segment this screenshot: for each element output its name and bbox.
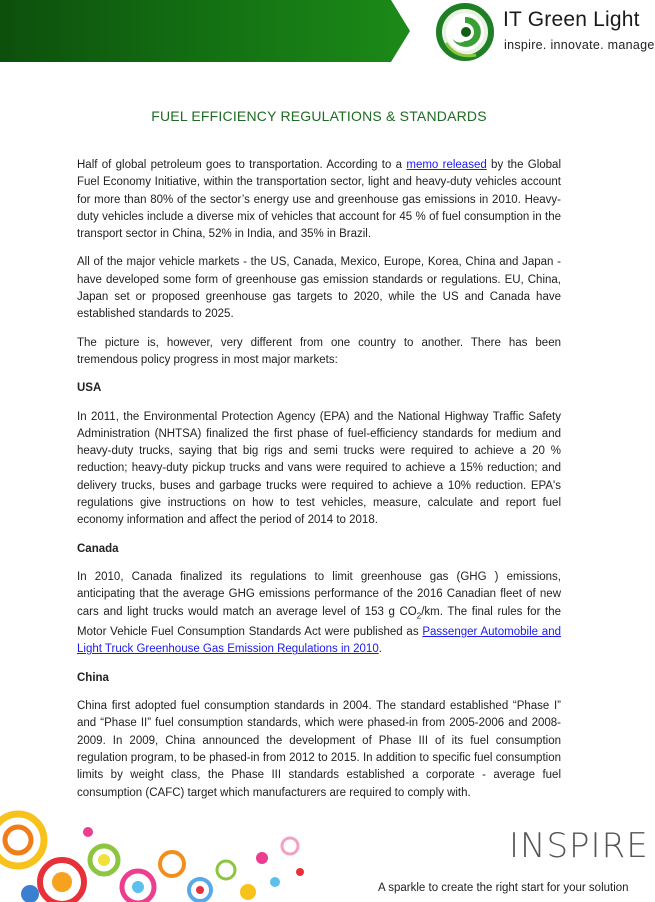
china-paragraph: China first adopted fuel consumption standards in 2004. The standard established “Phase I” and “Phase II” fuel consumption standards, which were phased-in from 2005-2006 and 2008-2009. In 2009, China announced the development of Phase III of its fuel consumption regulation program, to be phased-in from 2012 to 2015. In addition to specific fuel consumption limits by weight class, the Phase III standards established a corporate - average fuel consumption (CAFC) target which manufacturers are required to comply with. <box>77 700 561 799</box>
canada-heading: Canada <box>77 542 119 555</box>
canada-text-end: . <box>378 643 382 656</box>
usa-heading: USA <box>77 382 102 395</box>
markets-paragraph: All of the major vehicle markets - the US, Canada, Mexico, Europe, Korea, China and Japan - have developed some form of greenhouse gas emission standards or regulations. EU, China, Japan set or proposed greenhouse gas targets to 2020, while the US and Canada have established standards to 2025. <box>77 256 561 321</box>
brand-name: IT Green Light <box>503 8 640 31</box>
page-header <box>0 0 655 62</box>
intro-text-start: Half of global petroleum goes to transportation. According to a <box>77 159 407 171</box>
canada-text-mid: /km. The final rules for the Motor Vehicle Fuel Consumption Standards Act were published as <box>77 605 561 639</box>
header-green-band <box>0 0 410 62</box>
co2-subscript: 2 <box>416 610 422 620</box>
green-swirl-logo-icon <box>436 3 494 61</box>
document-title: FUEL EFFICIENCY REGULATIONS & STANDARDS <box>151 108 487 124</box>
usa-paragraph: In 2011, the Environmental Protection Agency (EPA) and the National Highway Traffic Safety Administration (NHTSA) finalized the first phase of fuel-efficiency standards for medium and heavy-duty trucks, saying that big rigs and semi trucks were required to achieve a 20 % reduction; heavy-duty pickup trucks and vans were required to achieve a 15% reduction; and delivery trucks, buses and garbage trucks were required to achieve a 10% reduction. EPA's regulations give instructions on how to test vehicles, measure, calculate and report fuel economy information and affect the period of 2014 to 2018. <box>77 410 561 527</box>
passenger-automobile-regulations-link[interactable]: Passenger Automobile and Light Truck Greenhouse Gas Emission Regulations in 2010 <box>77 626 561 656</box>
canada-text-start: In 2010, Canada finalized its regulations to limit greenhouse gas (GHG ) emissions, anticipating that the average GHG emissions performance of the 2016 Canadian fleet of new cars and light trucks would match an average level of 153 g CO <box>77 570 561 618</box>
brand-tagline: inspire. innovate. manage <box>504 38 655 52</box>
canada-paragraph <box>77 569 561 659</box>
memo-released-link[interactable]: memo released <box>406 159 487 171</box>
colorful-circles-decoration-icon <box>0 812 320 902</box>
inspire-wordmark: INSPIRE <box>509 826 649 866</box>
intro-paragraph <box>77 157 561 243</box>
intro-text-end: by the Global Fuel Economy Initiative, within the transportation sector, light and heavy-duty vehicles account for more than 80% of the sector’s energy use and greenhouse gas emissions in 2010. Heavy-duty vehicles include a diverse mix of vehicles that account for 45 % of fuel consumption in the transport sector in China, 52% in India, and 35% in Brazil. <box>77 159 562 241</box>
policy-paragraph: The picture is, however, very different from one country to another. There has been tremendous policy progress in most major markets: <box>77 336 561 366</box>
footer-slogan: A sparkle to create the right start for your solution <box>378 882 629 894</box>
china-heading: China <box>77 671 109 684</box>
document-body <box>77 157 561 813</box>
